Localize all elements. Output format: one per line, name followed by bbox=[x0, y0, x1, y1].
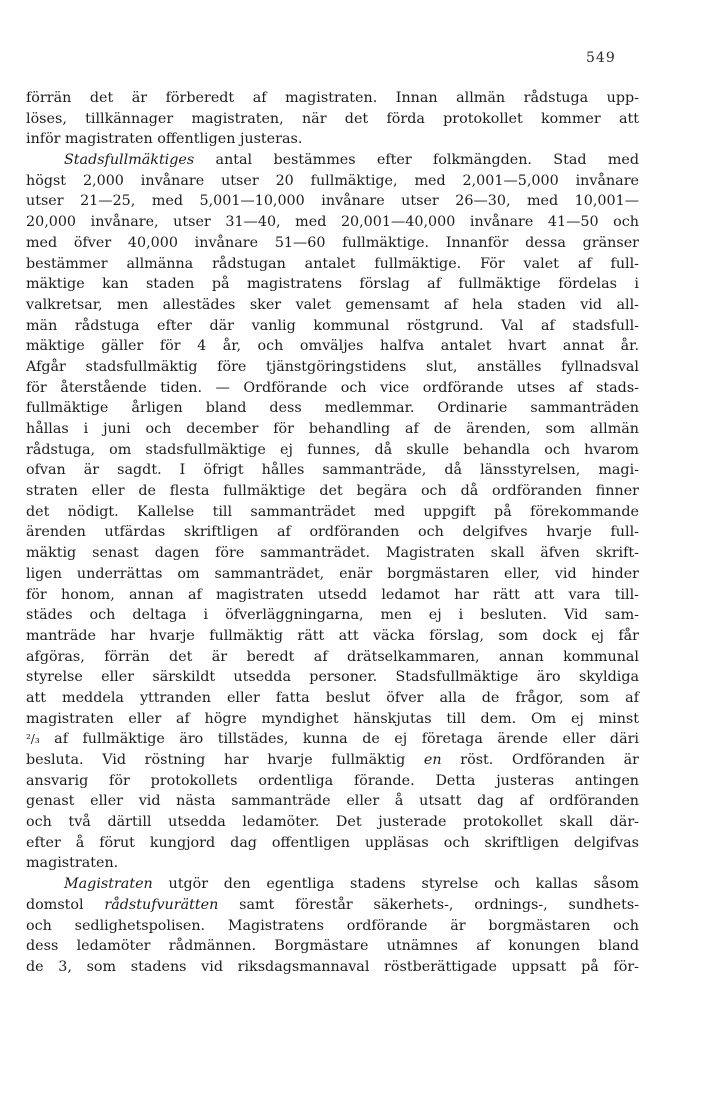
text-line: Afgår stadsfullmäktig före tjänstgöringstidens slut, anställes fyllnadsval bbox=[26, 358, 639, 375]
text-line: efter å förut kungjord dag offentligen uppläsas och skriftligen delgifvas bbox=[26, 834, 639, 851]
text-line: de 3, som stadens vid riksdagsmannaval röstberättigade uppsatt på för- bbox=[26, 958, 639, 975]
paragraph-lines bbox=[26, 916, 639, 978]
text-line: högst 2,000 invånare utser 20 fullmäktige, med 2,001—5,000 invånare bbox=[26, 172, 639, 189]
text-line: det nödigt. Kallelse till sammanträdet med uppgift på förekommande bbox=[26, 503, 639, 520]
text-line bbox=[26, 874, 639, 895]
text-line: afgöras, förrän det är beredt af drätselkammaren, annan kommunal bbox=[26, 648, 639, 665]
text-line: fullmäktige årligen bland dess medlemmar. Ordinarie sammanträden bbox=[26, 400, 639, 417]
text-line: mäktige kan staden på magistratens förslag af fullmäktige fördelas i bbox=[26, 276, 639, 293]
text-line: valkretsar, men allestädes sker valet gemensamt af hela staden vid all- bbox=[26, 296, 639, 313]
text-line: 20,000 invånare, utser 31—40, med 20,001—40,000 invånare 41—50 och bbox=[26, 214, 639, 231]
text-line: ärenden utfärdas skriftligen af ordföranden och delgifves hvarje full- bbox=[26, 524, 639, 541]
text-line: manträde har hvarje fullmäktig rätt att väcka förslag, som dock ej får bbox=[26, 627, 639, 644]
text-segment: samt förestår säkerhets-, ordnings-, sundhets- bbox=[218, 896, 639, 913]
text-segment: af fullmäktige äro tillstädes, kunna de ej företaga ärende eller däri bbox=[39, 731, 639, 748]
page-number: 549 bbox=[586, 50, 616, 66]
text-line: utser 21—25, med 5,001—10,000 invånare utser 26—30, med 10,001— bbox=[26, 193, 639, 210]
text-line: hållas i juni och december för behandling af de ärenden, som allmän bbox=[26, 421, 639, 437]
paragraph-lines bbox=[26, 171, 639, 730]
text-segment: besluta. Vid röstning har hvarje fullmäktig bbox=[26, 752, 424, 768]
text-line: magistraten. bbox=[26, 855, 119, 872]
text-segment: antal bestämmes efter folkmängden. Stad med bbox=[194, 152, 639, 169]
text-segment: röst. Ordföranden är bbox=[441, 752, 639, 768]
fraction-two-thirds: ²/₃ bbox=[26, 732, 40, 747]
text-line: städes och deltaga i öfverläggningarna, men ej i besluten. Vid sam- bbox=[26, 607, 639, 624]
text-line: ofvan är sagdt. I öfrigt hålles sammanträde, då länsstyrelsen, magi- bbox=[26, 462, 639, 479]
paragraph-magistrate bbox=[26, 874, 639, 977]
text-line: med öfver 40,000 invånare 51—60 fullmäktige. Innanför dessa gränser bbox=[26, 234, 639, 251]
text-line: ansvarig för protokollets ordentliga förande. Detta justeras antingen bbox=[26, 772, 639, 789]
text-line: och två därtill utsedda ledamöter. Det justerade protokollet skall där- bbox=[26, 814, 639, 831]
text-segment: utgör den egentliga stadens styrelse och kallas såsom bbox=[152, 876, 639, 893]
text-line: löses, tillkännager magistraten, när det förda protokollet kommer att bbox=[26, 110, 639, 127]
text-line: styrelse eller särskildt utsedda personer. Stadsfullmäktige äro skyldiga bbox=[26, 669, 639, 686]
text-line: dess ledamöter rådmännen. Borgmästare utnämnes af konungen bland bbox=[26, 938, 639, 955]
text-line: ligen underrättas om sammanträdet, enär borgmästaren eller, vid hinder bbox=[26, 565, 639, 582]
paragraph-council-session bbox=[26, 88, 639, 150]
paragraph-lines bbox=[26, 771, 639, 874]
text-line: och sedlighetspolisen. Magistratens ordförande är borgmästaren och bbox=[26, 917, 639, 934]
text-line: magistraten eller af högre myndighet hänskjutas till dem. Om ej minst bbox=[26, 710, 639, 727]
text-line: att meddela yttranden eller fatta beslut öfver alla de frågor, som af bbox=[26, 689, 639, 706]
text-segment: domstol bbox=[26, 896, 105, 913]
text-line: mäktig senast dagen före sammanträdet. Magistraten skall äfven skrift- bbox=[26, 545, 639, 562]
text-line: för honom, annan af magistraten utsedd ledamot har rätt att vara till- bbox=[26, 586, 639, 603]
text-line: förrän det är förberedt af magistraten. Innan allmän rådstuga upp- bbox=[26, 90, 639, 106]
text-line: mäktige gäller för 4 år, och omväljes halfva antalet hvart annat år. bbox=[26, 338, 639, 355]
text-line: bestämmer allmänna rådstugan antalet fullmäktige. För valet af full- bbox=[26, 255, 639, 272]
text-line: straten eller de flesta fullmäktige det begära och då ordföranden finner bbox=[26, 483, 639, 500]
page-body-text bbox=[26, 88, 639, 978]
text-line: rådstuga, om stadsfullmäktige ej funnes, då skulle behandla och hvarom bbox=[26, 441, 639, 458]
term-radstufvuratten: rådstufvurätten bbox=[104, 896, 219, 913]
text-line: genast eller vid nästa sammanträde eller å utsatt dag af ordföranden bbox=[26, 793, 639, 810]
text-line bbox=[26, 750, 639, 771]
text-line: män rådstuga efter där vanlig kommunal röstgrund. Val af stadsfull- bbox=[26, 317, 639, 334]
term-stadsfullmaktiges: Stadsfullmäktiges bbox=[64, 152, 195, 169]
text-line bbox=[26, 895, 639, 916]
paragraph-city-council bbox=[26, 150, 639, 874]
text-line bbox=[26, 150, 639, 171]
text-line: inför magistraten offentligen justeras. bbox=[26, 131, 303, 148]
term-magistraten: Magistraten bbox=[64, 876, 153, 893]
emphasis-en: en bbox=[423, 752, 442, 768]
text-line: för återstående tiden. — Ordförande och vice ordförande utses af stads- bbox=[26, 379, 639, 396]
text-line bbox=[26, 729, 639, 750]
